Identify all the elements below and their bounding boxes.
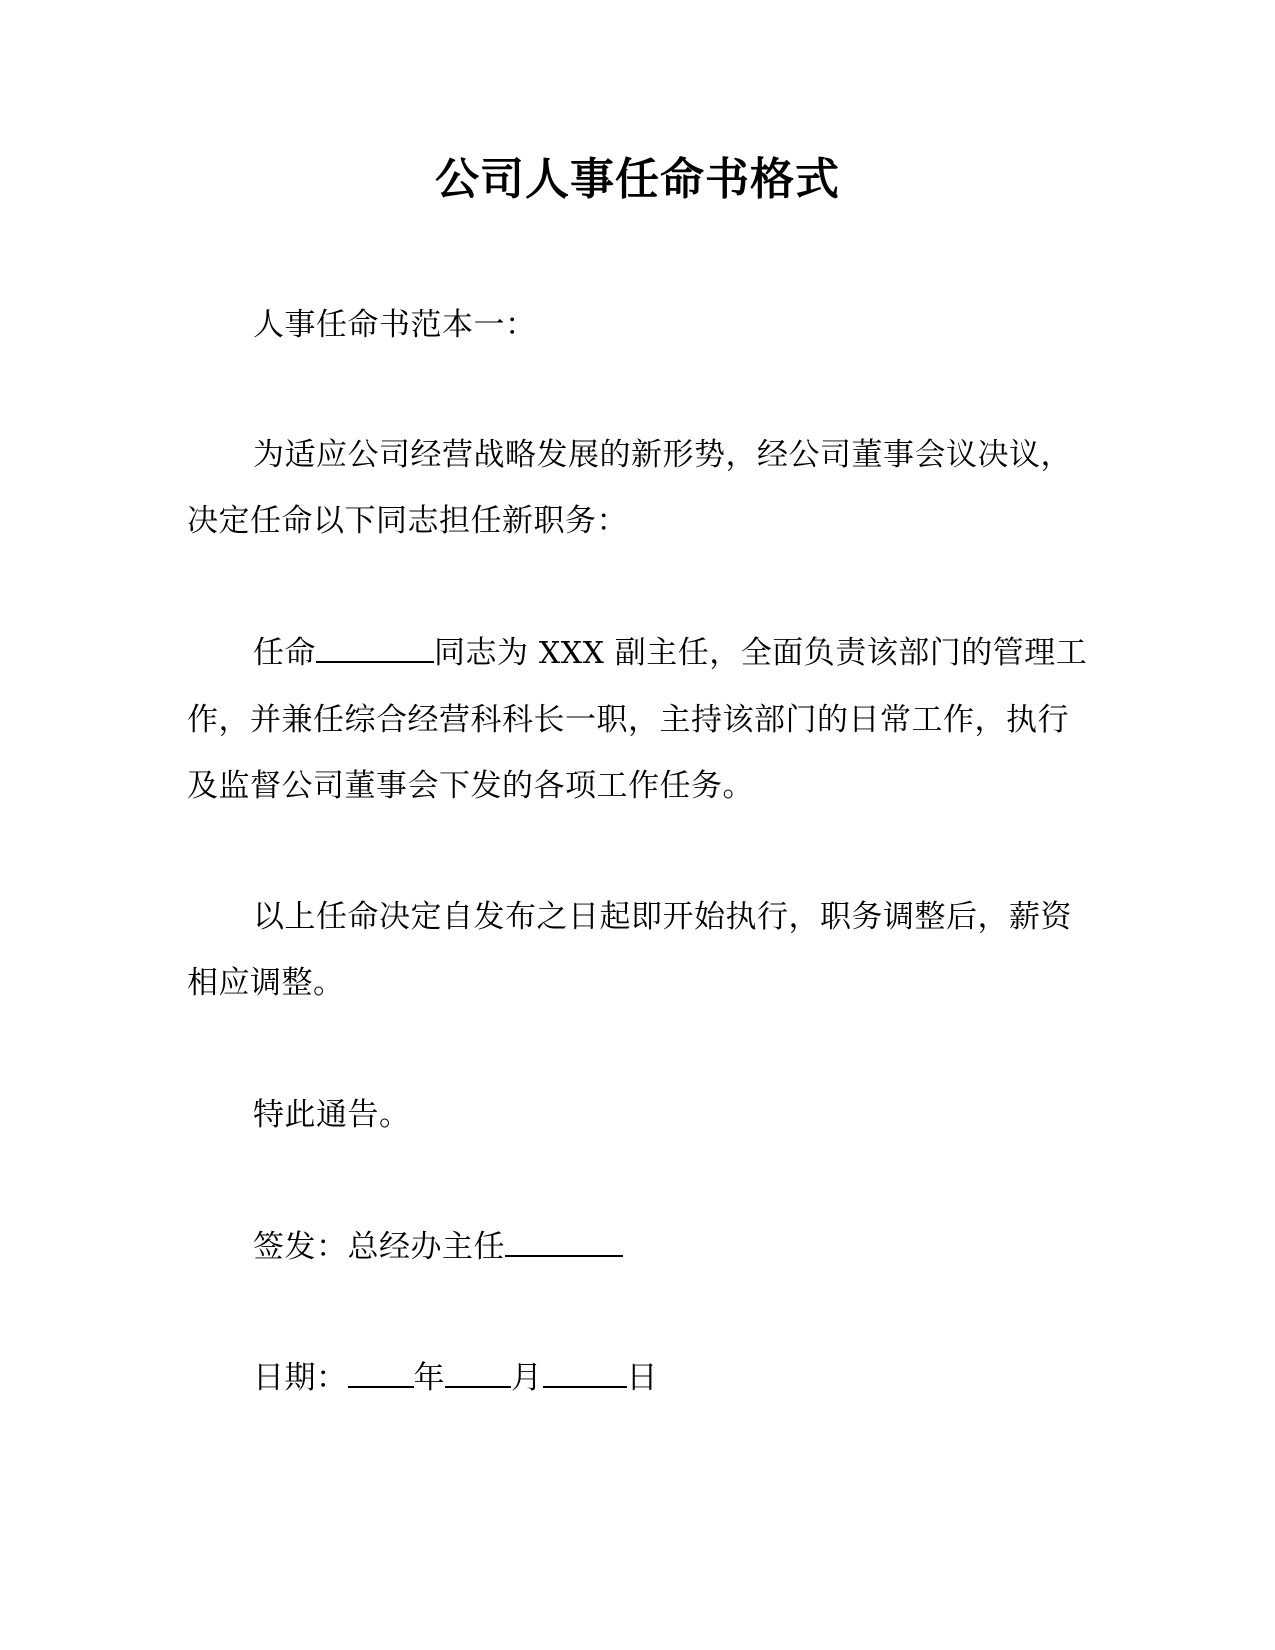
day-label: 日 <box>626 1360 658 1396</box>
signature-line <box>187 1214 1092 1280</box>
date-label: 日期： <box>253 1360 348 1396</box>
notice-text: 特此通告。 <box>253 1097 411 1133</box>
signature-blank <box>505 1223 623 1257</box>
day-blank <box>543 1354 627 1388</box>
appointment-mid: 同志为 <box>434 635 529 671</box>
month-label: 月 <box>511 1360 543 1396</box>
year-blank <box>348 1354 414 1388</box>
name-blank <box>316 629 434 663</box>
intro-paragraph: 为适应公司经营战略发展的新形势，经公司董事会议决议，决定任命以下同志担任新职务： <box>187 437 1072 539</box>
signature-label: 签发：总经办主任 <box>253 1229 505 1265</box>
effective-paragraph: 以上任命决定自发布之日起即开始执行，职务调整后，薪资相应调整。 <box>187 899 1072 1001</box>
date-line <box>187 1345 1092 1411</box>
position-code: XXX <box>538 636 605 671</box>
appointment-prefix: 任命 <box>253 635 316 671</box>
appointment-rest: 副主任，全面负责该部门的管理工作，并兼任综合经营科科长一职，主持该部门的日常工作，执行及监督公司董事会下发的各项工作任务。 <box>187 635 1088 804</box>
appointment-paragraph <box>187 620 1092 819</box>
month-blank <box>445 1354 511 1388</box>
document-title: 公司人事任命书格式 <box>435 154 840 205</box>
year-label: 年 <box>413 1360 445 1396</box>
template-heading: 人事任命书范本一： <box>253 307 537 343</box>
